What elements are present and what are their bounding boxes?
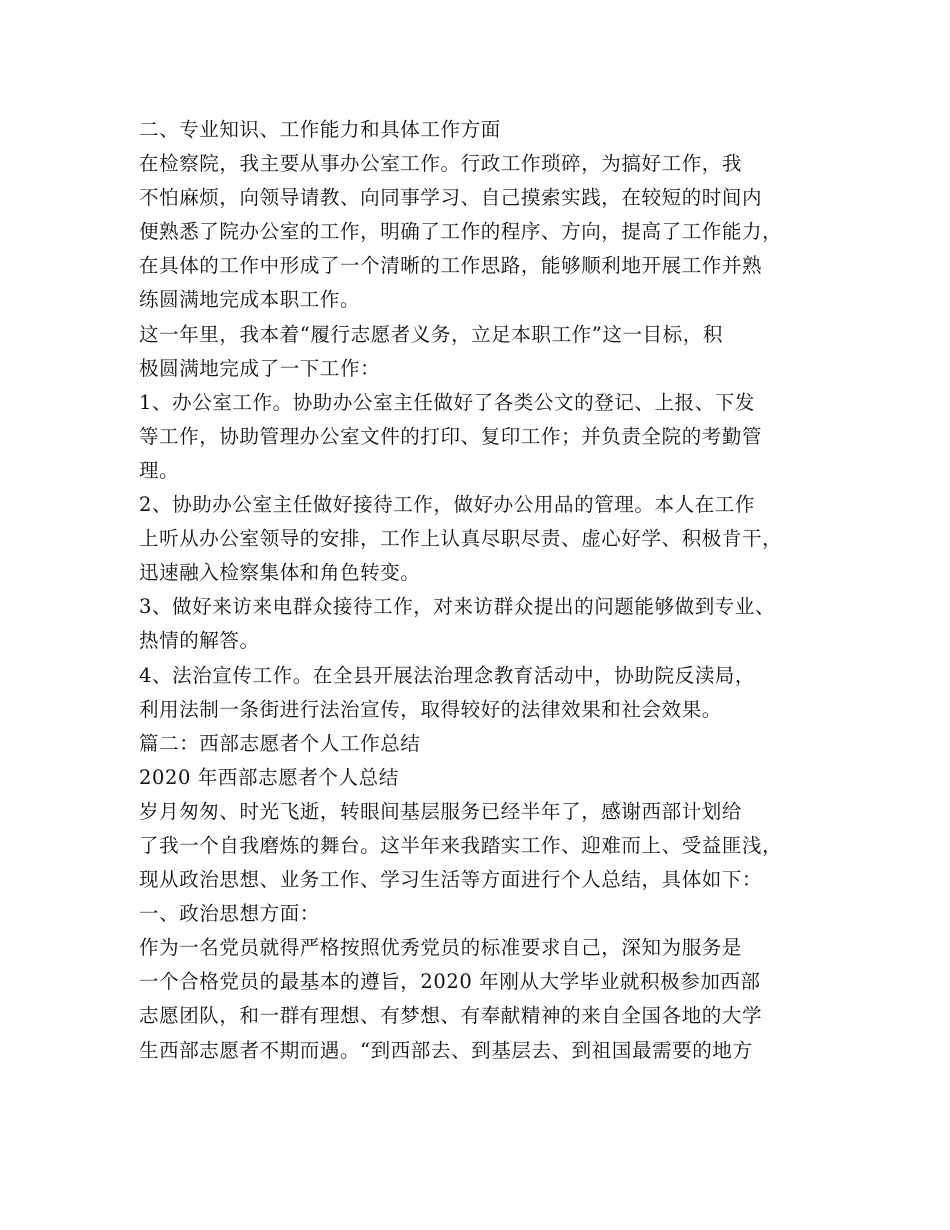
paragraph-line: 岁月匆匆、时光飞逝，转眼间基层服务已经半年了，感谢西部计划给 (139, 799, 743, 823)
list-item-line: 3、做好来访来电群众接待工作，对来访群众提出的问题能够做到专业、 (139, 595, 776, 619)
list-item-line: 迅速融入检察集体和角色转变。 (139, 561, 421, 585)
paragraph-line: 极圆满地完成了一下工作： (139, 356, 381, 380)
list-item-line: 上听从办公室领导的安排，工作上认真尽职尽责、虚心好学、积极肯干， (139, 527, 783, 551)
document-subtitle: 2020 年西部志愿者个人总结 (139, 765, 399, 789)
paragraph-line: 不怕麻烦，向领导请教、向同事学习、自己摸索实践，在较短的时间内 (139, 186, 763, 210)
list-item-line: 热情的解答。 (139, 629, 260, 653)
paragraph-line: 在检察院，我主要从事办公室工作。行政工作琐碎，为搞好工作，我 (139, 152, 743, 176)
chapter-heading: 篇二：西部志愿者个人工作总结 (139, 731, 421, 755)
document-body (139, 113, 839, 1068)
paragraph-line: 现从政治思想、业务工作、学习生活等方面进行个人总结，具体如下： (139, 868, 763, 892)
paragraph-line: 这一年里，我本着“履行志愿者义务，立足本职工作”这一目标，积 (139, 322, 723, 346)
paragraph-line: 一个合格党员的最基本的遵旨，2020 年刚从大学毕业就积极参加西部 (139, 970, 761, 994)
paragraph-line: 了我一个自我磨炼的舞台。这半年来我踏实工作、迎难而上、受益匪浅， (139, 833, 783, 857)
list-item-line: 理。 (139, 458, 180, 482)
paragraph-line: 志愿团队，和一群有理想、有梦想、有奉献精神的来自全国各地的大学 (139, 1004, 763, 1028)
list-item-line: 4、法治宣传工作。在全县开展法治理念教育活动中，协助院反渎局， (139, 663, 756, 687)
paragraph-line: 在具体的工作中形成了一个清晰的工作思路，能够顺利地开展工作并熟 (139, 254, 763, 278)
paragraph-line: 生西部志愿者不期而遇。“到西部去、到基层去、到祖国最需要的地方 (139, 1038, 753, 1062)
section-heading: 一、政治思想方面： (139, 902, 320, 926)
list-item-line: 2、协助办公室主任做好接待工作，做好办公用品的管理。本人在工作 (139, 493, 756, 517)
list-item-line: 利用法制一条街进行法治宣传，取得较好的法律效果和社会效果。 (139, 697, 722, 721)
list-item-line: 等工作，协助管理办公室文件的打印、复印工作；并负责全院的考勤管 (139, 424, 763, 448)
section-heading: 二、专业知识、工作能力和具体工作方面 (139, 118, 501, 141)
paragraph-line: 便熟悉了院办公室的工作，明确了工作的程序、方向，提高了工作能力， (139, 220, 783, 244)
paragraph-line: 作为一名党员就得严格按照优秀党员的标准要求自己，深知为服务是 (139, 936, 743, 960)
list-item-line: 1、办公室工作。协助办公室主任做好了各类公文的登记、上报、下发 (139, 390, 756, 414)
paragraph-line: 练圆满地完成本职工作。 (139, 288, 361, 312)
